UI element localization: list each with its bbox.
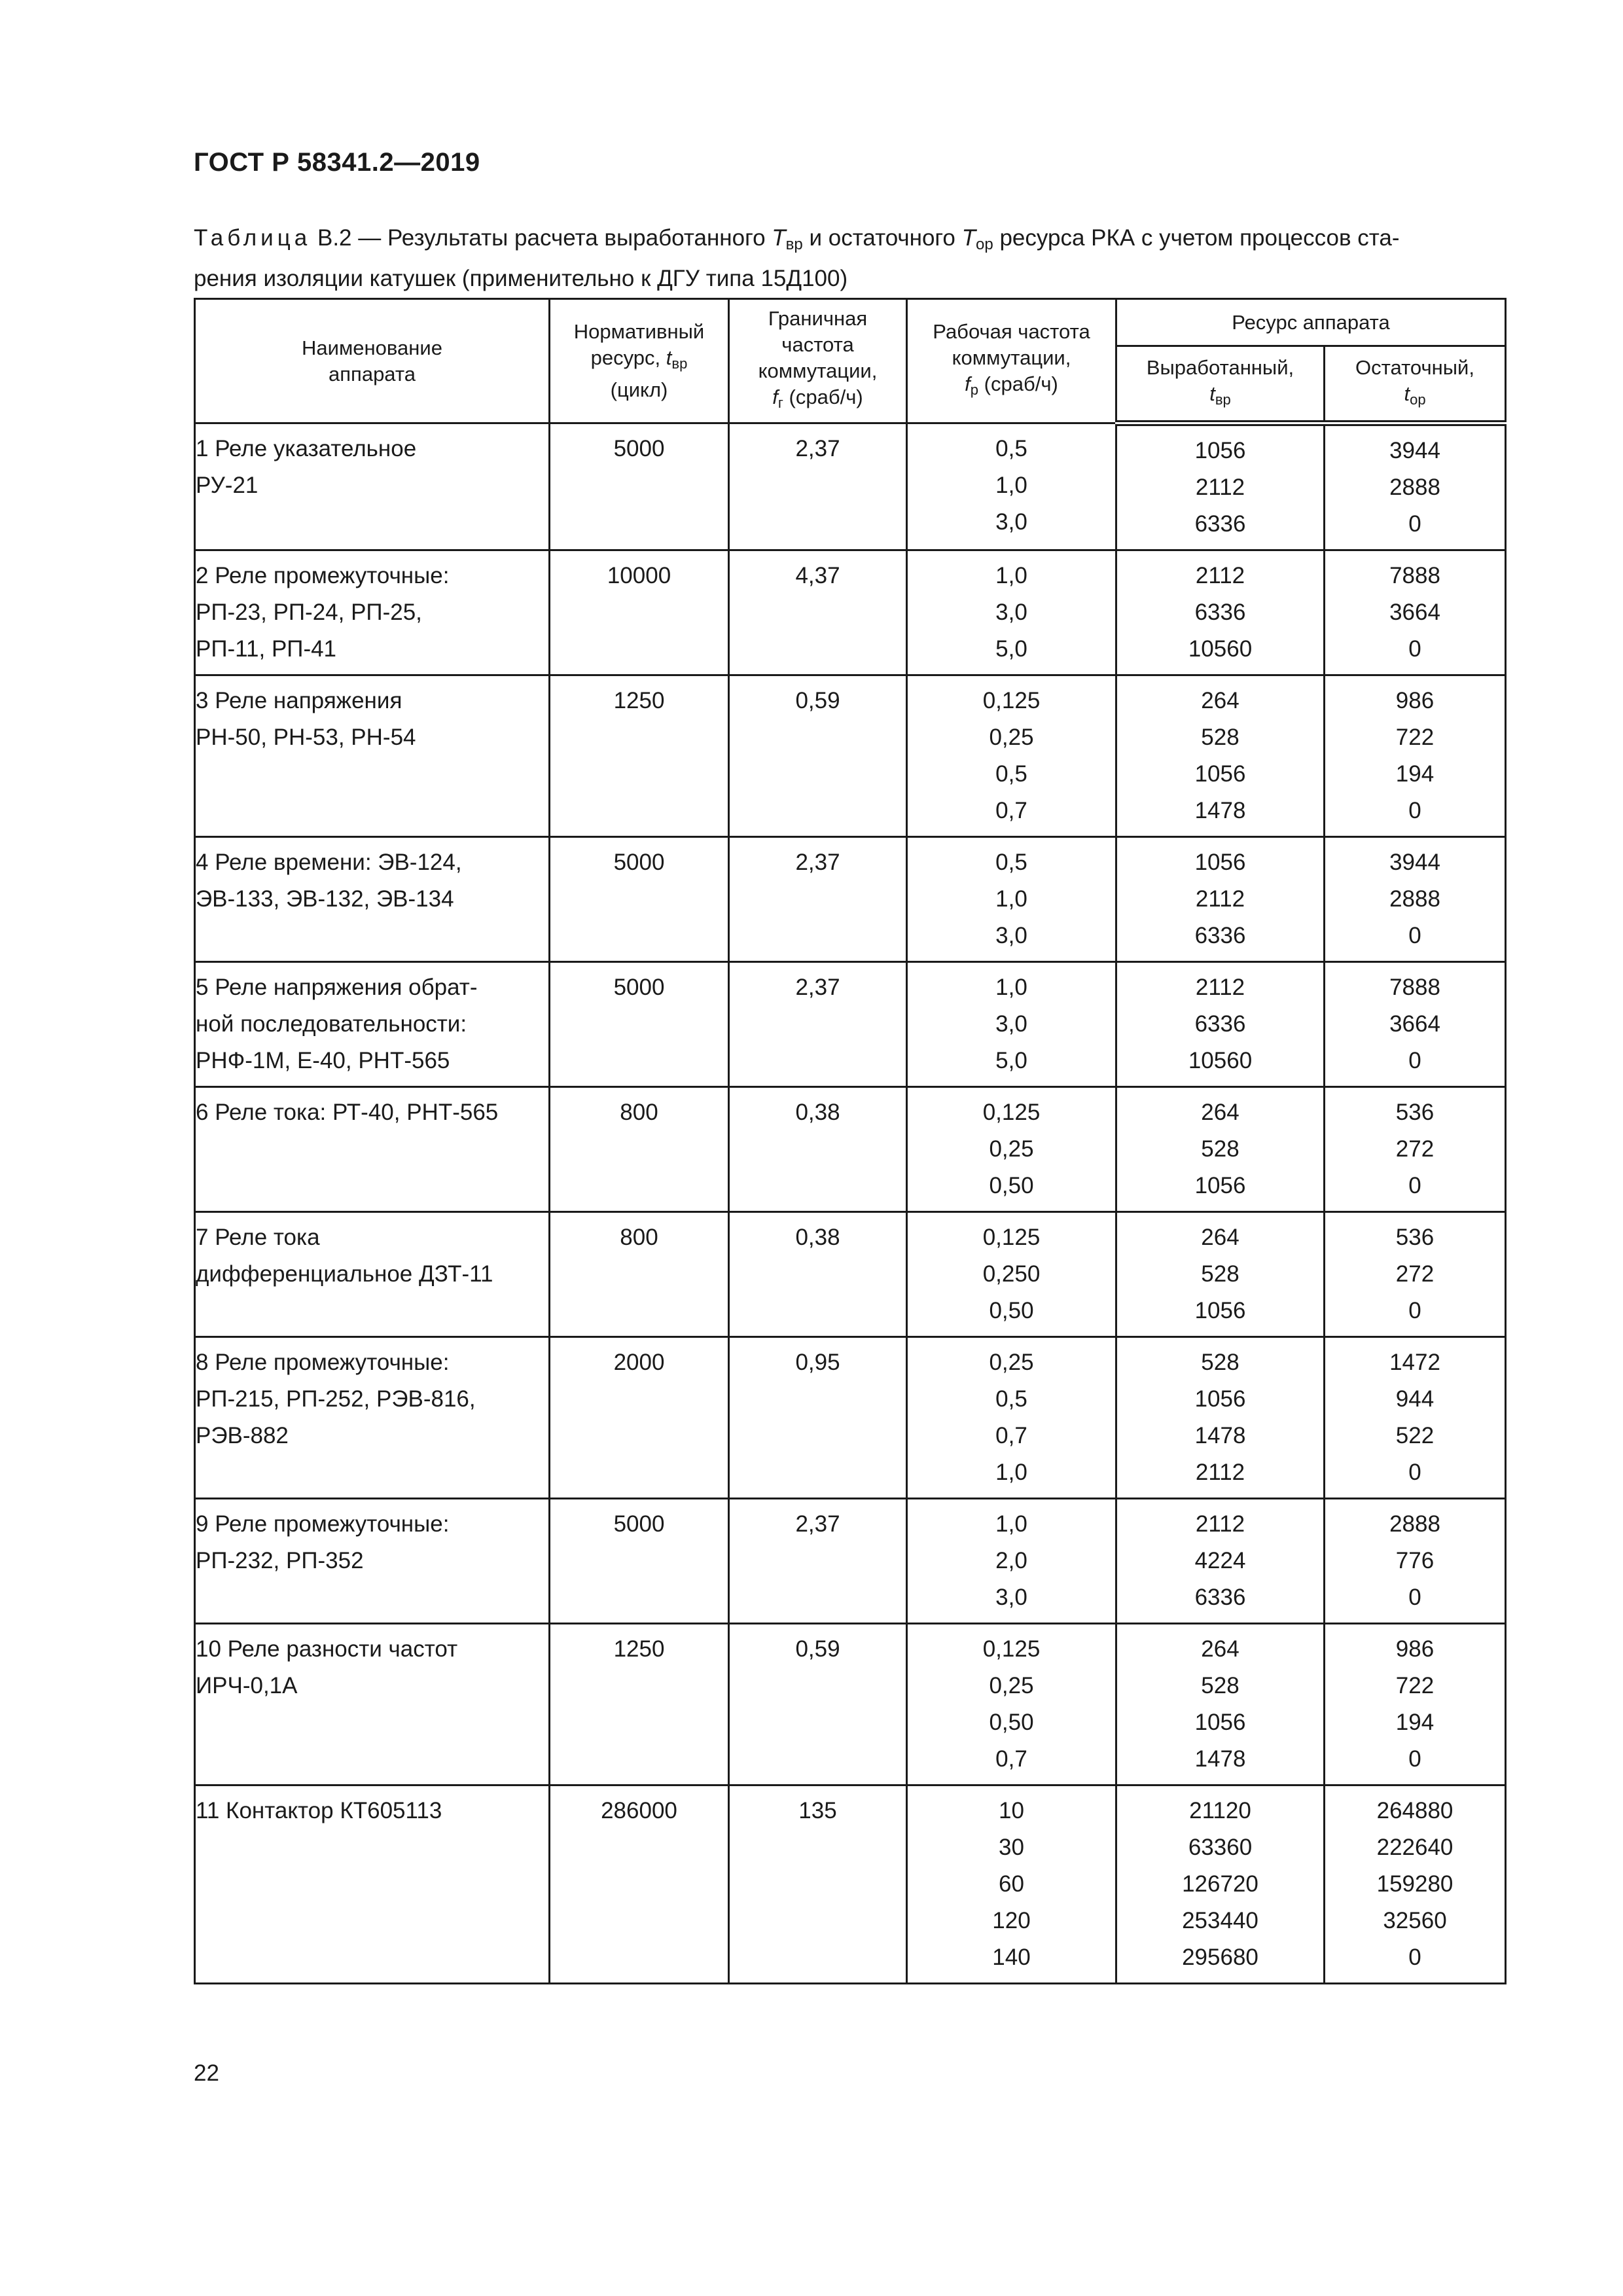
working-value: 0,125 — [982, 1100, 1041, 1125]
normative-value: 1250 — [613, 1636, 665, 1662]
caption-text: ресурса РКА с учетом процессов ста- — [993, 225, 1400, 251]
normative-cell — [550, 675, 729, 837]
page-number: 22 — [194, 2060, 219, 2086]
header-text: (сраб/ч) — [783, 386, 863, 408]
working-cell — [907, 675, 1116, 837]
table-caption — [194, 221, 1503, 296]
caption-subscript: вр — [785, 236, 803, 253]
remaining-cell — [1325, 675, 1506, 837]
remaining-value: 1472 — [1389, 1350, 1440, 1375]
spent-value: 2112 — [1195, 886, 1245, 912]
device-name-line: 8 Реле промежуточные: — [196, 1350, 450, 1375]
remaining-cell — [1325, 1087, 1506, 1212]
table-row — [195, 550, 1506, 675]
boundary-cell — [729, 1212, 907, 1337]
normative-value: 286000 — [601, 1798, 677, 1823]
remaining-value: 272 — [1395, 1136, 1435, 1162]
spent-value: 1056 — [1194, 438, 1246, 463]
remaining-cell — [1325, 837, 1506, 962]
header-line: Выработанный, — [1146, 355, 1294, 379]
caption-symbol: T — [772, 225, 786, 251]
remaining-value: 2888 — [1389, 1511, 1440, 1537]
spent-value: 528 — [1201, 1261, 1240, 1287]
results-table — [194, 298, 1507, 1984]
device-name-line: 5 Реле напряжения обрат- — [196, 975, 478, 1000]
working-value: 3,0 — [995, 923, 1027, 948]
remaining-value: 159280 — [1376, 1871, 1454, 1897]
caption-text: и остаточного — [802, 225, 962, 251]
remaining-value: 0 — [1408, 923, 1421, 948]
remaining-value: 0 — [1408, 1048, 1421, 1073]
remaining-value: 722 — [1395, 725, 1435, 750]
working-value: 0,5 — [995, 761, 1027, 787]
remaining-value: 0 — [1408, 1460, 1421, 1485]
working-cell — [907, 1499, 1116, 1624]
spent-value: 264 — [1201, 1225, 1240, 1250]
spent-value: 2112 — [1195, 975, 1245, 1000]
spent-value: 2112 — [1195, 1511, 1245, 1537]
working-value: 0,5 — [995, 436, 1027, 461]
spent-cell — [1116, 1499, 1325, 1624]
header-subscript: ор — [1410, 391, 1426, 408]
working-value: 1,0 — [995, 975, 1027, 1000]
device-name-line: 10 Реле разности частот — [196, 1636, 458, 1662]
table-row — [195, 1499, 1506, 1624]
spent-value: 6336 — [1194, 511, 1246, 537]
working-value: 0,250 — [982, 1261, 1041, 1287]
remaining-value: 0 — [1408, 1173, 1421, 1198]
table-row — [195, 837, 1506, 962]
remaining-value: 536 — [1395, 1225, 1435, 1250]
boundary-value: 2,37 — [795, 436, 840, 461]
spent-value: 6336 — [1194, 600, 1246, 625]
boundary-cell — [729, 675, 907, 837]
remaining-value: 3944 — [1389, 850, 1440, 875]
spent-value: 1056 — [1194, 1173, 1246, 1198]
device-name-line: РН-50, РН-53, РН-54 — [196, 725, 416, 750]
working-value: 0,50 — [989, 1298, 1034, 1323]
spent-cell — [1116, 675, 1325, 837]
spent-cell — [1116, 550, 1325, 675]
table-row — [195, 675, 1506, 837]
device-name-line: РЭВ-882 — [196, 1423, 289, 1448]
boundary-value: 135 — [798, 1798, 837, 1823]
table-row — [195, 1337, 1506, 1499]
spent-value: 1478 — [1194, 798, 1246, 823]
remaining-value: 0 — [1408, 511, 1421, 537]
working-cell — [907, 1087, 1116, 1212]
remaining-value: 722 — [1395, 1673, 1435, 1698]
device-name-line: 4 Реле времени: ЭВ-124, — [196, 850, 462, 875]
working-value: 10 — [999, 1798, 1024, 1823]
spent-cell — [1116, 423, 1325, 550]
remaining-value: 2888 — [1389, 475, 1440, 500]
working-value: 0,5 — [995, 850, 1027, 875]
boundary-value: 0,38 — [795, 1100, 840, 1125]
normative-value: 800 — [620, 1100, 658, 1125]
header-resource: Ресурс аппарата — [1116, 299, 1506, 346]
spent-value: 264 — [1201, 1636, 1240, 1662]
device-name-cell — [195, 550, 550, 675]
remaining-value: 0 — [1408, 636, 1421, 662]
device-name-line: 3 Реле напряжения — [196, 688, 402, 713]
working-value: 1,0 — [995, 886, 1027, 912]
boundary-value: 0,38 — [795, 1225, 840, 1250]
remaining-value: 7888 — [1389, 563, 1440, 588]
spent-value: 1478 — [1194, 1746, 1246, 1772]
working-value: 5,0 — [995, 636, 1027, 662]
boundary-value: 2,37 — [795, 850, 840, 875]
spent-value: 1056 — [1194, 1386, 1246, 1412]
remaining-value: 0 — [1408, 1746, 1421, 1772]
header-line: Нормативный — [573, 320, 705, 343]
spent-value: 264 — [1201, 688, 1240, 713]
device-name-line: РП-23, РП-24, РП-25, — [196, 600, 422, 625]
working-cell — [907, 1624, 1116, 1785]
spent-value: 1478 — [1194, 1423, 1246, 1448]
remaining-cell — [1325, 550, 1506, 675]
remaining-value: 776 — [1395, 1548, 1435, 1573]
boundary-value: 0,59 — [795, 688, 840, 713]
normative-cell — [550, 1785, 729, 1984]
boundary-cell — [729, 1624, 907, 1785]
device-name-line: 6 Реле тока: РТ-40, РНТ-565 — [196, 1100, 499, 1125]
working-value: 0,50 — [989, 1173, 1034, 1198]
normative-cell — [550, 1624, 729, 1785]
working-cell — [907, 962, 1116, 1087]
boundary-cell — [729, 1499, 907, 1624]
remaining-value: 3664 — [1389, 600, 1440, 625]
header-line — [1325, 381, 1505, 413]
header-subscript: г — [777, 395, 783, 411]
remaining-cell — [1325, 423, 1506, 550]
normative-cell — [550, 1499, 729, 1624]
header-line: (цикл) — [610, 378, 668, 401]
header-name — [195, 299, 550, 423]
remaining-value: 3944 — [1389, 438, 1440, 463]
working-value: 0,7 — [995, 798, 1027, 823]
spent-value: 63360 — [1188, 1835, 1253, 1860]
caption-line-2: рения изоляции катушек (применительно к ДГУ типа 15Д100) — [194, 266, 848, 291]
spent-cell — [1116, 1212, 1325, 1337]
working-value: 0,25 — [989, 1350, 1034, 1375]
device-name-cell — [195, 1337, 550, 1499]
header-subscript: вр — [1215, 391, 1231, 408]
spent-cell — [1116, 1785, 1325, 1984]
remaining-value: 264880 — [1376, 1798, 1454, 1823]
device-name-line: 2 Реле промежуточные: — [196, 563, 450, 588]
remaining-value: 272 — [1395, 1261, 1435, 1287]
spent-value: 1056 — [1194, 1710, 1246, 1735]
normative-value: 5000 — [613, 975, 665, 1000]
caption-line-1 — [194, 221, 1503, 262]
boundary-value: 4,37 — [795, 563, 840, 588]
working-value: 0,125 — [982, 1636, 1041, 1662]
working-value: 0,25 — [989, 1673, 1034, 1698]
table-row — [195, 962, 1506, 1087]
normative-cell — [550, 1337, 729, 1499]
remaining-cell — [1325, 1212, 1506, 1337]
working-value: 30 — [999, 1835, 1024, 1860]
boundary-cell — [729, 550, 907, 675]
working-value: 3,0 — [995, 1585, 1027, 1610]
spent-value: 295680 — [1182, 1945, 1258, 1970]
working-cell — [907, 1337, 1116, 1499]
boundary-cell — [729, 962, 907, 1087]
spent-value: 21120 — [1189, 1798, 1251, 1823]
remaining-value: 32560 — [1383, 1908, 1447, 1933]
device-name-cell — [195, 423, 550, 550]
spent-value: 528 — [1201, 1673, 1240, 1698]
working-value: 0,25 — [989, 725, 1034, 750]
device-name-line: РУ-21 — [196, 473, 259, 498]
device-name-cell — [195, 675, 550, 837]
working-value: 1,0 — [995, 1511, 1027, 1537]
boundary-cell — [729, 1337, 907, 1499]
device-name-line: РП-11, РП-41 — [196, 636, 337, 662]
normative-value: 10000 — [607, 563, 671, 588]
spent-value: 2112 — [1195, 563, 1245, 588]
device-name-line: дифференциальное ДЗТ-11 — [196, 1261, 493, 1287]
remaining-value: 0 — [1408, 1945, 1421, 1970]
header-text: ресурс, — [590, 346, 666, 369]
device-name-cell — [195, 1785, 550, 1984]
table-row — [195, 1087, 1506, 1212]
spent-value: 1056 — [1194, 1298, 1246, 1323]
spent-value: 6336 — [1194, 923, 1246, 948]
spent-cell — [1116, 1337, 1325, 1499]
device-name-cell — [195, 962, 550, 1087]
working-value: 0,7 — [995, 1746, 1027, 1772]
working-value: 1,0 — [995, 473, 1027, 498]
normative-cell — [550, 962, 729, 1087]
device-name-line: РП-215, РП-252, РЭВ-816, — [196, 1386, 476, 1412]
working-cell — [907, 1785, 1116, 1984]
working-value: 1,0 — [995, 1460, 1027, 1485]
remaining-value: 0 — [1408, 798, 1421, 823]
working-value: 60 — [999, 1871, 1024, 1897]
remaining-cell — [1325, 1624, 1506, 1785]
device-name-line: 1 Реле указательное — [196, 436, 417, 461]
working-cell — [907, 1212, 1116, 1337]
normative-cell — [550, 837, 729, 962]
boundary-cell — [729, 423, 907, 550]
normative-cell — [550, 423, 729, 550]
working-cell — [907, 837, 1116, 962]
header-spent — [1116, 346, 1325, 423]
working-value: 1,0 — [995, 563, 1027, 588]
header-line: Рабочая частота — [933, 320, 1090, 343]
normative-value: 1250 — [613, 688, 665, 713]
header-subscript: вр — [671, 355, 688, 372]
table-row — [195, 1212, 1506, 1337]
boundary-cell — [729, 837, 907, 962]
spent-value: 4224 — [1194, 1548, 1246, 1573]
boundary-value: 0,59 — [795, 1636, 840, 1662]
caption-symbol: T — [961, 225, 976, 251]
spent-value: 1056 — [1194, 761, 1246, 787]
remaining-value: 536 — [1395, 1100, 1435, 1125]
header-line: коммутации, — [758, 359, 878, 382]
spent-value: 528 — [1201, 1136, 1240, 1162]
device-name-cell — [195, 1499, 550, 1624]
spent-value: 6336 — [1194, 1585, 1246, 1610]
device-name-line: ной последовательности: — [196, 1011, 467, 1037]
working-value: 120 — [992, 1908, 1031, 1933]
header-symbol: t — [666, 346, 672, 369]
caption-number: В.2 — [317, 225, 352, 251]
header-subscript: р — [970, 382, 979, 398]
table-row — [195, 423, 1506, 550]
boundary-value: 0,95 — [795, 1350, 840, 1375]
caption-subscript: ор — [976, 236, 993, 253]
device-name-cell — [195, 1087, 550, 1212]
header-boundary — [729, 299, 907, 423]
working-value: 0,25 — [989, 1136, 1034, 1162]
header-name-line: Наименование — [302, 336, 442, 359]
working-cell — [907, 423, 1116, 550]
spent-cell — [1116, 1087, 1325, 1212]
remaining-value: 2888 — [1389, 886, 1440, 912]
device-name-line: 11 Контактор КТ605113 — [196, 1798, 442, 1823]
header-line: Остаточный, — [1355, 355, 1474, 379]
header-symbol: t — [1209, 382, 1215, 405]
normative-cell — [550, 1087, 729, 1212]
boundary-value: 2,37 — [795, 975, 840, 1000]
boundary-cell — [729, 1785, 907, 1984]
normative-value: 5000 — [613, 436, 665, 461]
remaining-value: 0 — [1408, 1585, 1421, 1610]
remaining-value: 986 — [1395, 688, 1435, 713]
spent-value: 10560 — [1188, 1048, 1253, 1073]
device-name-line: 7 Реле тока — [196, 1225, 320, 1250]
normative-cell — [550, 1212, 729, 1337]
spent-value: 10560 — [1188, 636, 1253, 662]
remaining-value: 194 — [1395, 1710, 1435, 1735]
working-value: 5,0 — [995, 1048, 1027, 1073]
header-remaining — [1325, 346, 1506, 423]
remaining-value: 7888 — [1389, 975, 1440, 1000]
header-line — [908, 371, 1115, 403]
header-line: коммутации, — [952, 346, 1071, 369]
normative-cell — [550, 550, 729, 675]
header-line — [1117, 381, 1323, 413]
remaining-cell — [1325, 1785, 1506, 1984]
spent-cell — [1116, 837, 1325, 962]
device-name-line: РНФ-1М, Е-40, РНТ-565 — [196, 1048, 450, 1073]
spent-value: 264 — [1201, 1100, 1240, 1125]
header-symbol: t — [1404, 382, 1410, 405]
normative-value: 5000 — [613, 1511, 665, 1537]
device-name-cell — [195, 1624, 550, 1785]
remaining-value: 522 — [1395, 1423, 1435, 1448]
remaining-value: 194 — [1395, 761, 1435, 787]
normative-value: 800 — [620, 1225, 658, 1250]
header-line: частота — [781, 333, 854, 356]
remaining-cell — [1325, 1337, 1506, 1499]
remaining-cell — [1325, 1499, 1506, 1624]
normative-value: 2000 — [613, 1350, 665, 1375]
working-value: 3,0 — [995, 600, 1027, 625]
header-line — [550, 345, 728, 377]
remaining-cell — [1325, 962, 1506, 1087]
working-value: 0,125 — [982, 1225, 1041, 1250]
spent-value: 2112 — [1195, 475, 1245, 500]
working-value: 3,0 — [995, 1011, 1027, 1037]
normative-value: 5000 — [613, 850, 665, 875]
spent-value: 2112 — [1195, 1460, 1245, 1485]
spent-value: 528 — [1201, 1350, 1240, 1375]
spent-value: 1056 — [1194, 850, 1246, 875]
table-row — [195, 1624, 1506, 1785]
spent-value: 253440 — [1182, 1908, 1258, 1933]
remaining-value: 0 — [1408, 1298, 1421, 1323]
header-name-line: аппарата — [329, 362, 416, 386]
spent-cell — [1116, 1624, 1325, 1785]
working-value: 0,125 — [982, 688, 1041, 713]
working-value: 0,7 — [995, 1423, 1027, 1448]
working-value: 3,0 — [995, 509, 1027, 535]
boundary-cell — [729, 1087, 907, 1212]
remaining-value: 986 — [1395, 1636, 1435, 1662]
boundary-value: 2,37 — [795, 1511, 840, 1537]
document-header: ГОСТ Р 58341.2—2019 — [194, 148, 480, 177]
spent-value: 6336 — [1194, 1011, 1246, 1037]
caption-label: Таблица — [194, 225, 312, 251]
header-line: Граничная — [768, 307, 868, 330]
header-working — [907, 299, 1116, 423]
caption-text: — Результаты расчета выработанного — [351, 225, 772, 251]
remaining-value: 222640 — [1376, 1835, 1454, 1860]
working-value: 0,50 — [989, 1710, 1034, 1735]
device-name-cell — [195, 1212, 550, 1337]
working-value: 140 — [992, 1945, 1031, 1970]
working-value: 2,0 — [995, 1548, 1027, 1573]
header-line — [730, 384, 906, 416]
working-cell — [907, 550, 1116, 675]
spent-value: 528 — [1201, 725, 1240, 750]
spent-cell — [1116, 962, 1325, 1087]
working-value: 0,5 — [995, 1386, 1027, 1412]
spent-value: 126720 — [1182, 1871, 1258, 1897]
device-name-cell — [195, 837, 550, 962]
device-name-line: ЭВ-133, ЭВ-132, ЭВ-134 — [196, 886, 454, 912]
remaining-value: 944 — [1395, 1386, 1435, 1412]
header-normative — [550, 299, 729, 423]
remaining-value: 3664 — [1389, 1011, 1440, 1037]
device-name-line: 9 Реле промежуточные: — [196, 1511, 450, 1537]
table-row — [195, 1785, 1506, 1984]
header-text: (сраб/ч) — [978, 372, 1058, 395]
device-name-line: РП-232, РП-352 — [196, 1548, 364, 1573]
table-body — [195, 423, 1506, 1984]
header-symbol: f — [772, 386, 778, 408]
header-symbol: f — [965, 372, 971, 395]
device-name-line: ИРЧ-0,1А — [196, 1673, 298, 1698]
